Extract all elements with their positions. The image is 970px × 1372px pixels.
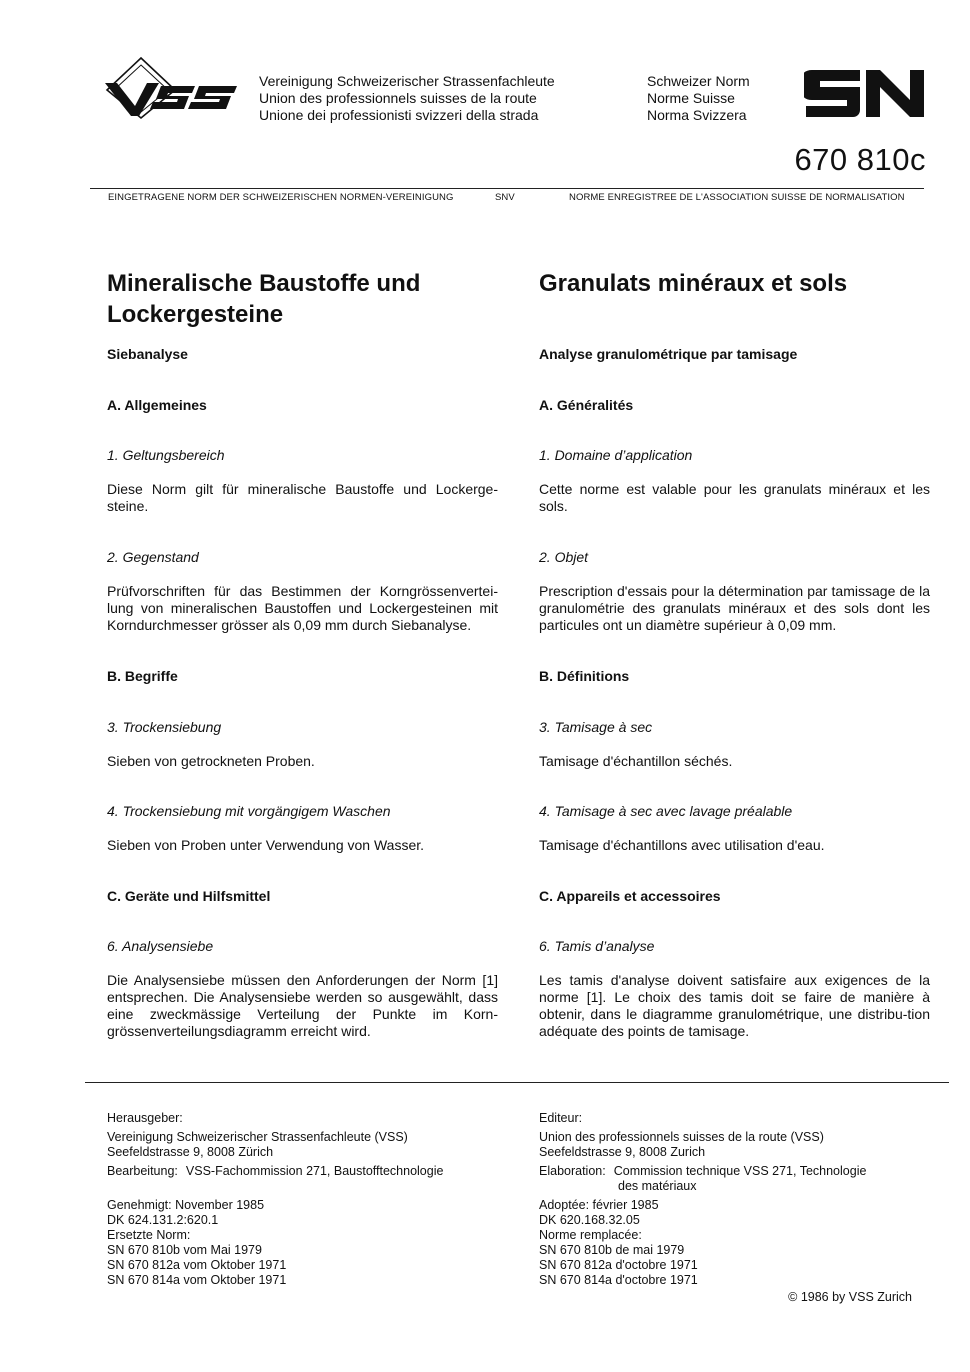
editing-value-de: VSS-Fachommission 271, Baustofftechnologie <box>185 1164 444 1178</box>
editing-label-de: Bearbeitung: <box>107 1164 178 1178</box>
org-name-de: Vereinigung Schweizerischer Strassenfachleute <box>259 73 555 89</box>
footer-fr <box>539 1111 939 1288</box>
section-6-title-de: 6. Analysensiebe <box>107 938 214 954</box>
replaced-norm-1-de: SN 670 810b vom Mai 1979 <box>107 1243 262 1257</box>
section-2-title-fr: 2. Objet <box>539 549 589 565</box>
editing-label-fr: Elaboration: <box>539 1164 606 1178</box>
german-column <box>107 268 498 1040</box>
registered-norm-de: EINGETRAGENE NORM DER SCHWEIZERISCHEN NORMEN-VEREINIGUNG <box>108 192 454 203</box>
section-4-title-fr: 4. Tamisage à sec avec lavage préalable <box>539 803 793 819</box>
section-b-heading-fr: B. Définitions <box>539 668 630 684</box>
registered-norm-fr: NORME ENREGISTREE DE L'ASSOCIATION SUISSE DE NORMALISATION <box>569 192 905 203</box>
section-3-title-fr: 3. Tamisage à sec <box>539 719 653 735</box>
dk-number-fr: DK 620.168.32.05 <box>539 1213 640 1227</box>
document-title-de <box>107 268 498 330</box>
norm-type <box>647 73 750 124</box>
approved-de: Genehmigt: November 1985 <box>107 1198 265 1212</box>
section-3-text-de: Sieben von getrockneten Proben. <box>107 753 315 769</box>
publisher-address-de: Seefeldstrasse 9, 8008 Zürich <box>107 1145 274 1159</box>
editing-row-de <box>107 1164 507 1179</box>
publisher-label-fr: Editeur: <box>539 1111 583 1125</box>
section-a-heading-fr: A. Généralités <box>539 397 634 413</box>
replaced-norm-2-de: SN 670 812a vom Oktober 1971 <box>107 1258 287 1272</box>
section-3-text-fr: Tamisage d'échantillon séchés. <box>539 753 733 769</box>
copyright-notice: © 1986 by VSS Zurich <box>788 1290 912 1304</box>
replaced-label-fr: Norme remplacée: <box>539 1228 642 1242</box>
section-4-title-de: 4. Trockensiebung mit vorgängigem Waschen <box>107 803 391 819</box>
subtitle-de: Siebanalyse <box>107 346 188 362</box>
section-4-text-fr: Tamisage d'échantillons avec utilisation d'eau. <box>539 837 825 853</box>
publisher-name-fr: Union des professionnels suisses de la route (VSS) <box>539 1130 824 1144</box>
section-6-title-fr: 6. Tamis d’analyse <box>539 938 655 954</box>
section-1-text-fr: Cette norme est valable pour les granulats minéraux et les sols. <box>539 481 930 514</box>
document-title-fr <box>539 268 930 330</box>
org-name-it: Unione dei professionisti svizzeri della strada <box>259 107 539 123</box>
replaced-norm-2-fr: SN 670 812a d'octobre 1971 <box>539 1258 698 1272</box>
norm-type-de: Schweizer Norm <box>647 73 750 89</box>
footer-de <box>107 1111 507 1288</box>
section-2-title-de: 2. Gegenstand <box>107 549 199 565</box>
norm-type-it: Norma Svizzera <box>647 107 747 123</box>
org-name-fr: Union des professionnels suisses de la route <box>259 90 537 106</box>
section-2-text-de: Prüfvorschriften für das Bestimmen der Korngrössenvertei-lung von mineralischen Baustoffen und Lockergesteinen mit Korndurchmesser grösser als 0,09 mm durch Siebanalyse. <box>107 583 498 633</box>
title-line-1: Mineralische Baustoffe und <box>107 270 421 297</box>
section-c-heading-de: C. Geräte und Hilfsmittel <box>107 888 271 904</box>
publisher-address-fr: Seefeldstrasse 9, 8008 Zurich <box>539 1145 706 1159</box>
replaced-norm-3-fr: SN 670 814a d'octobre 1971 <box>539 1273 698 1287</box>
replaced-norm-3-de: SN 670 814a vom Oktober 1971 <box>107 1273 287 1287</box>
document-number: 670 810c <box>794 142 926 177</box>
section-1-text-de: Diese Norm gilt für mineralische Baustoffe und Lockerge-steine. <box>107 481 498 514</box>
approved-fr: Adoptée: février 1985 <box>539 1198 659 1212</box>
section-2-text-fr: Prescription d'essais pour la détermination par tamissage de la granulométrie des granulats minéraux et des sols dont les particules ont un diamètre supérieur à 0,09 mm. <box>539 583 930 633</box>
section-6-text-fr: Les tamis d'analyse doivent satisfaire aux exigences de la norme [1]. Le choix des tamis doit se faire de manière à obtenir, dans le diagramme granulométrique, une distribu-tion adéquate des points de tamisage. <box>539 972 930 1039</box>
section-3-title-de: 3. Trockensiebung <box>107 719 222 735</box>
footer-divider <box>85 1082 949 1083</box>
replaced-norm-1-fr: SN 670 810b de mai 1979 <box>539 1243 685 1257</box>
french-column <box>539 268 930 1040</box>
publisher-name-de: Vereinigung Schweizerischer Strassenfachleute (VSS) <box>107 1130 408 1144</box>
section-c-heading-fr: C. Appareils et accessoires <box>539 888 721 904</box>
organization-names <box>259 73 555 124</box>
section-1-title-de: 1. Geltungsbereich <box>107 447 225 463</box>
editing-value-fr-line-2: des matériaux <box>618 1179 697 1193</box>
publisher-label-de: Herausgeber: <box>107 1111 183 1125</box>
sn-logo <box>804 68 926 118</box>
vss-logo <box>103 56 243 120</box>
dk-number-de: DK 624.131.2:620.1 <box>107 1213 219 1227</box>
header-divider <box>90 188 924 189</box>
norm-type-fr: Norme Suisse <box>647 90 735 106</box>
replaced-label-de: Ersetzte Norm: <box>107 1228 191 1242</box>
editing-value-fr-line-1: Commission technique VSS 271, Technologie <box>613 1164 867 1178</box>
subtitle-fr: Analyse granulométrique par tamisage <box>539 346 798 362</box>
section-a-heading-de: A. Allgemeines <box>107 397 207 413</box>
section-b-heading-de: B. Begriffe <box>107 668 178 684</box>
registered-norm-abbr: SNV <box>495 192 515 203</box>
title-line-1: Granulats minéraux et sols <box>539 270 848 297</box>
section-6-text-de: Die Analysensiebe müssen den Anforderungen der Norm [1] entsprechen. Die Analysensiebe werden so ausgewählt, dass eine zweckmässige Verteilung der Punkte im Korn-grössenverteilungsdiagramm erreicht wird. <box>107 972 498 1039</box>
section-1-title-fr: 1. Domaine d’application <box>539 447 693 463</box>
section-4-text-de: Sieben von Proben unter Verwendung von Wasser. <box>107 837 425 853</box>
title-line-2: Lockergesteine <box>107 301 284 328</box>
editing-row-fr <box>539 1164 939 1179</box>
